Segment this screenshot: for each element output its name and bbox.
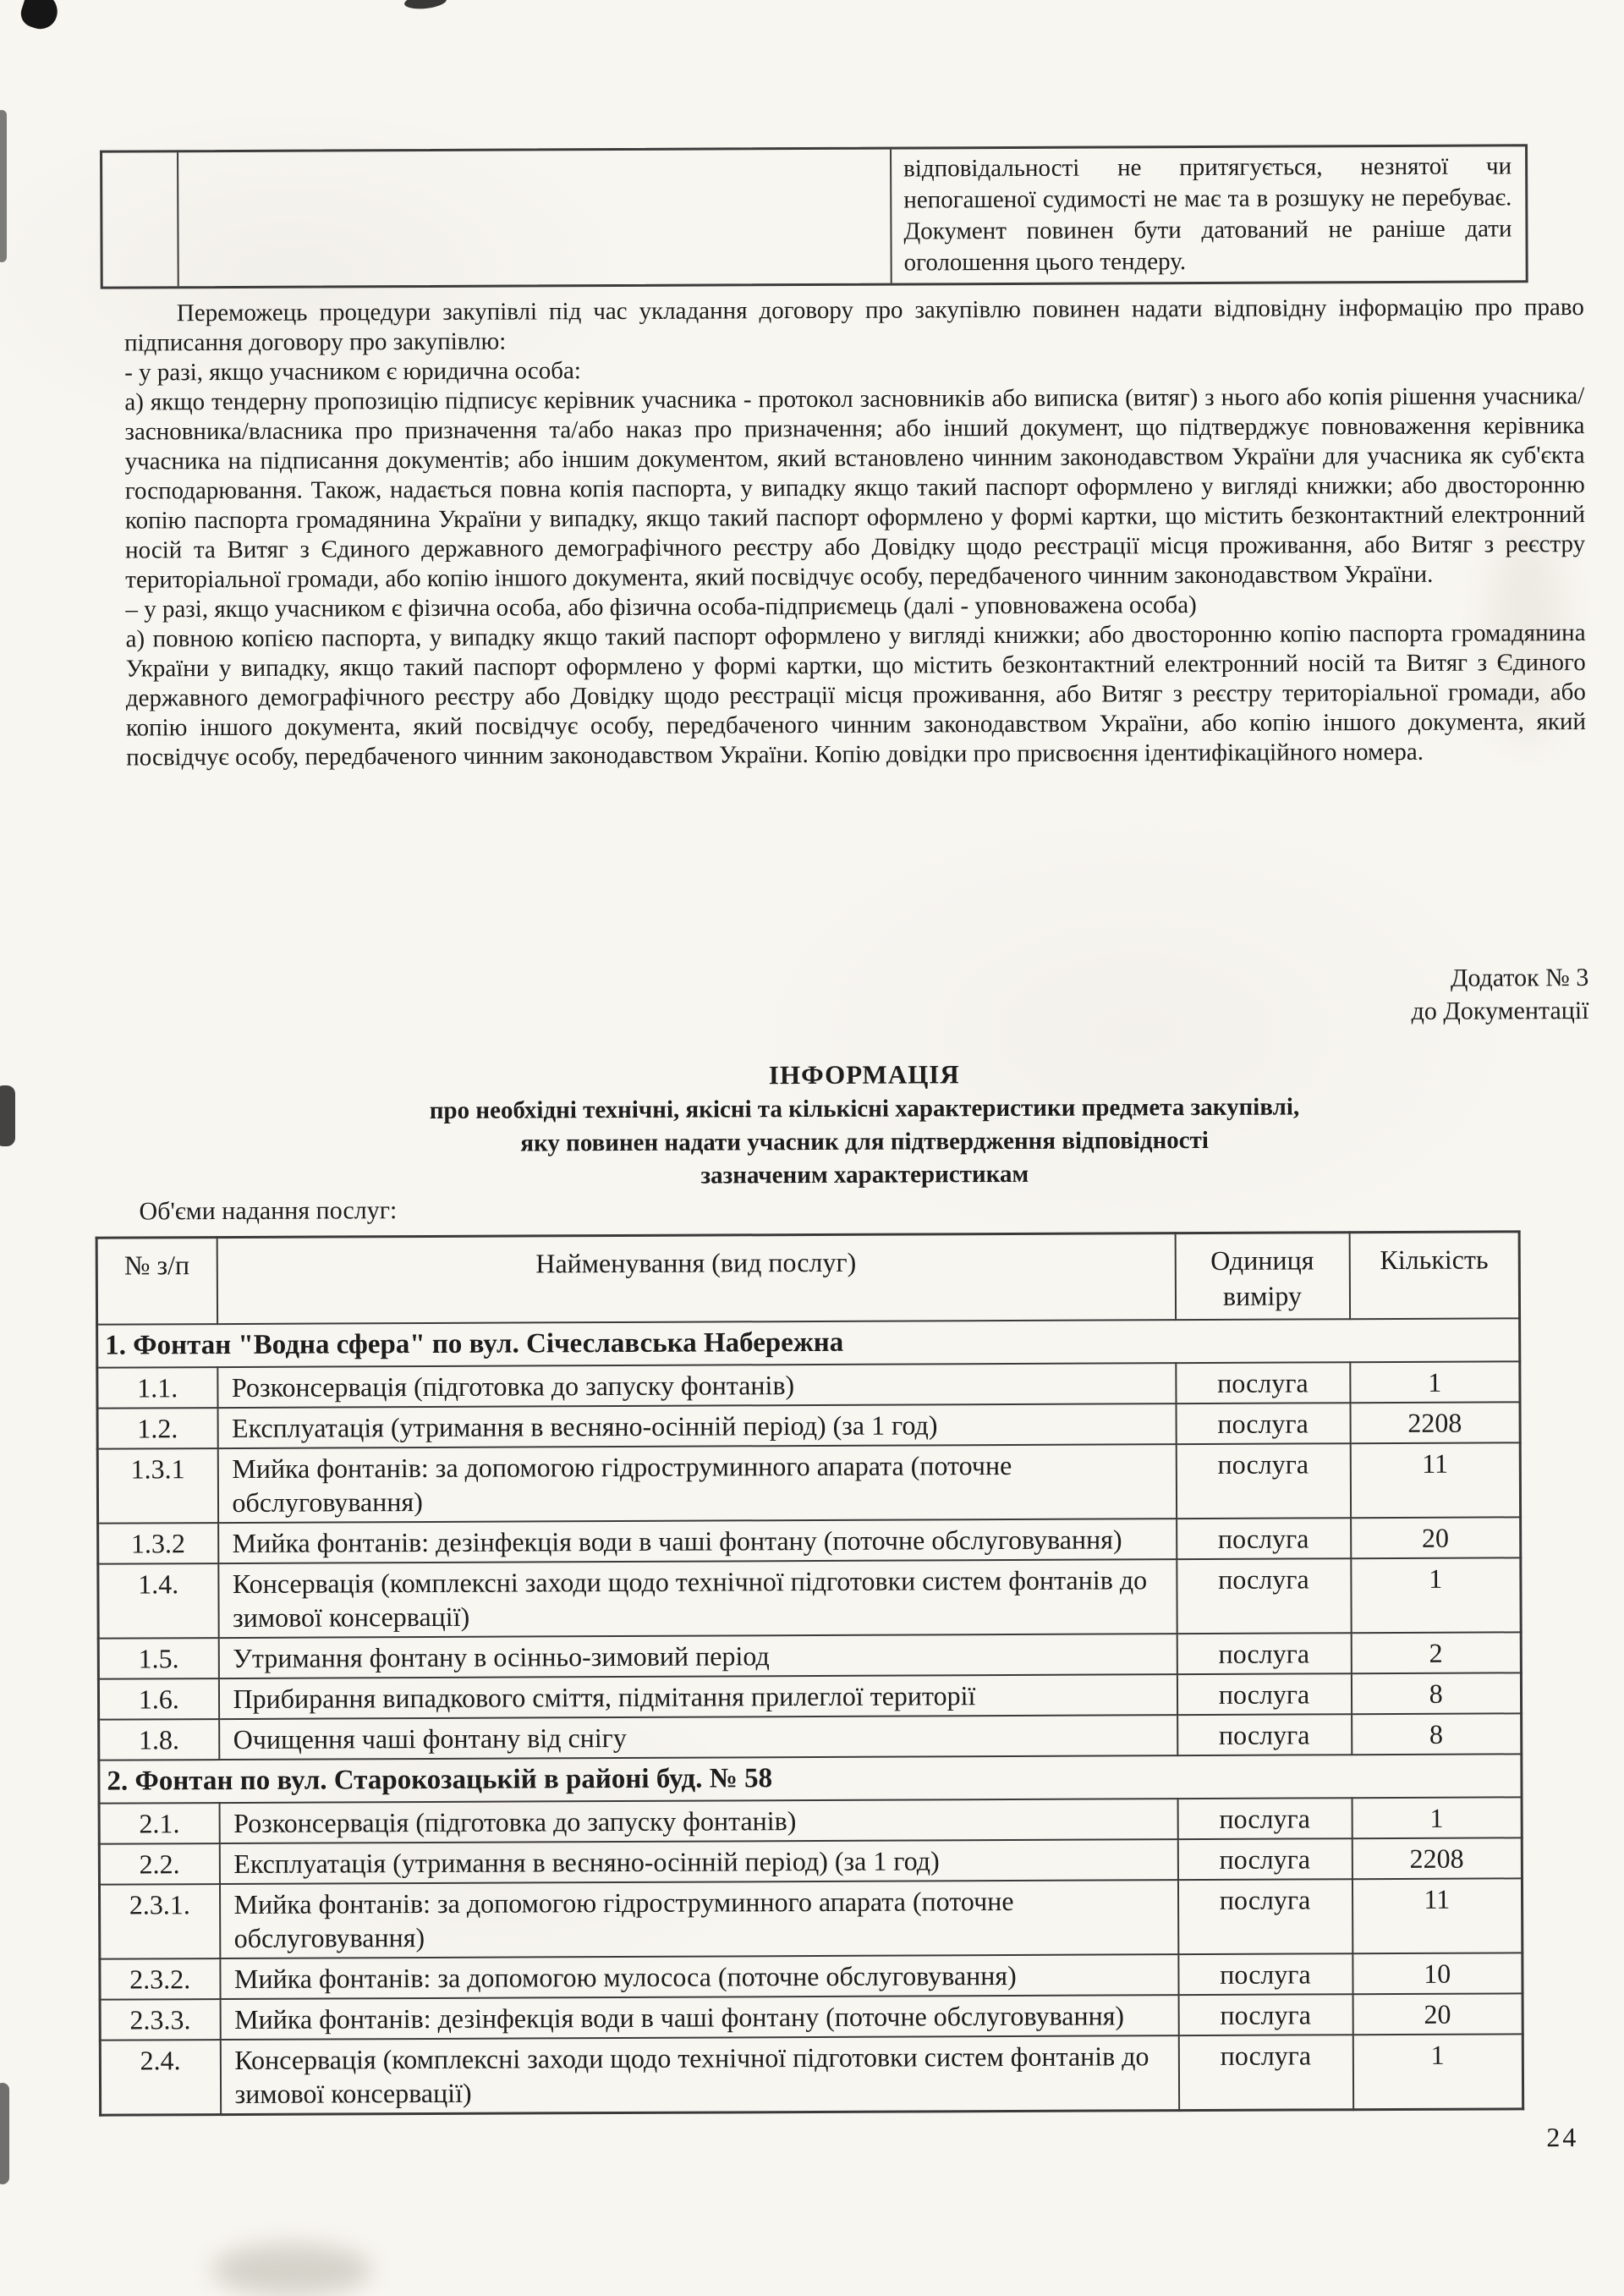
service-name: Прибирання випадкового сміття, підмітання прилеглої території — [218, 1674, 1177, 1719]
annex-to-doc: до Документації — [1411, 996, 1589, 1025]
info-subtitle-2: яку повинен надати учасник для підтвердження відповідності — [520, 1126, 1210, 1157]
quantity: 11 — [1350, 1442, 1520, 1518]
column-header: Найменування (вид послуг) — [217, 1233, 1175, 1324]
unit-of-measure: послуга — [1178, 1994, 1352, 2035]
row-number: 1.5. — [98, 1638, 218, 1679]
info-subtitle-3: зазначеним характеристикам — [700, 1160, 1029, 1189]
unit-of-measure: послуга — [1178, 2035, 1352, 2110]
quantity: 1 — [1351, 1557, 1521, 1633]
quantity: 10 — [1352, 1953, 1522, 1994]
service-name: Консервація (комплексні заходи щодо технічної підготовки систем фонтанів до зимової консервації) — [218, 1559, 1177, 1638]
row-number: 2.4. — [100, 2040, 220, 2115]
row-number: 1.1. — [97, 1367, 217, 1409]
unit-of-measure: послуга — [1176, 1443, 1350, 1519]
table-row — [97, 1361, 1520, 1408]
quantity: 11 — [1352, 1878, 1522, 1953]
table-row — [98, 1673, 1521, 1719]
carryover-requirements-table — [100, 144, 1528, 288]
requirement-continuation-text: відповідальності не притягується, незнятої чи непогашеної судимості не має та в розшуку не перебуває. Документ повинен бути датований не раніше дати оголошення цього тендеру. — [903, 152, 1512, 277]
column-header: № з/п — [96, 1238, 217, 1325]
paragraph-individual-docs: а) повною копією паспорта, у випадку якщо такий паспорт оформлено у вигляді книжки; або двосторонню копію паспорта громадянина України у випадку, якщо такий паспорт оформлено у формі картки, що містить безконтактний електронний носій та Витяг з Єдиного державного демографічного реєстру або Довідку щодо реєстрації місця проживання, або Витяг з реєстру територіальної громади, або копію іншого документа, який посвідчує особу, передбаченого чинним законодавством України, або копію іншого документа, який посвідчує особу, передбаченого чинним законодавством України. Копію довідки про присвоєння ідентифікаційного номера. — [125, 619, 1587, 772]
unit-of-measure: послуга — [1176, 1403, 1350, 1444]
quantity: 2 — [1351, 1632, 1521, 1673]
row-number: 2.3.2. — [100, 1958, 220, 2000]
unit-of-measure: послуга — [1178, 1953, 1352, 1995]
row-number: 1.3.2 — [98, 1523, 218, 1564]
unit-of-measure: послуга — [1177, 1633, 1351, 1674]
service-name: Консервація (комплексні заходи щодо технічної підготовки систем фонтанів до зимової консервації) — [220, 2035, 1178, 2114]
annex-number: Додаток № 3 — [1450, 963, 1589, 992]
table-row — [99, 1713, 1522, 1760]
table-row — [100, 1993, 1522, 2040]
service-name: Розконсервація (підготовка до запуску фонтанів) — [217, 1363, 1176, 1408]
empty-number-cell — [102, 152, 179, 286]
empty-requirement-cell — [178, 150, 892, 287]
table-row — [97, 1442, 1520, 1523]
paragraph-legal-entity-docs: а) якщо тендерну пропозицію підписує керівник учасника - протокол засновників або виписка (витяг) з нього або копія рішення учасника/засновника/власника про призначення та/або наказ про призначення; або інший документ, що підтверджує повноваження керівника учасника на підписання документів; або іншим документом, який встановлено чинним законодавством України для учасника як суб'єкта господарювання. Також, надається повна копія паспорта, у випадку якщо такий паспорт оформлено у вигляді книжки; або двосторонню копію паспорта громадянина України у випадку, якщо такий паспорт оформлено у формі картки, що містить безконтактний електронний носій та Витяг з Єдиного державного демографічного реєстру або Довідку щодо реєстрації місця проживання, або Витяг з реєстру територіальної громади, або копію іншого документа, який посвідчує особу, передбаченого чинним законодавством України. — [124, 382, 1586, 594]
annex-reference — [1411, 961, 1588, 1028]
row-number: 2.3.1. — [99, 1884, 219, 1959]
row-number: 1.2. — [97, 1408, 217, 1449]
column-header: Одиниця виміру — [1175, 1233, 1349, 1320]
info-title: ІНФОРМАЦІЯ — [768, 1059, 960, 1090]
service-name: Мийка фонтанів: дезінфекція води в чаші фонтану (поточне обслуговування) — [220, 1995, 1178, 2040]
service-name: Мийка фонтанів: за допомогою гідроструминного апарата (поточне обслуговування) — [217, 1444, 1176, 1523]
row-number: 2.3.3. — [100, 1999, 220, 2041]
section-title: 2. Фонтан по вул. Старокозацькій в районі буд. № 58 — [99, 1754, 1522, 1803]
table-row — [99, 1797, 1522, 1843]
row-number: 1.6. — [98, 1678, 218, 1720]
table-row — [100, 1953, 1522, 1999]
unit-of-measure: послуга — [1177, 1838, 1352, 1880]
unit-of-measure: послуга — [1177, 1673, 1351, 1715]
service-name: Мийка фонтанів: за допомогою гідроструминного апарата (поточне обслуговування) — [219, 1880, 1177, 1958]
table-row — [99, 1878, 1522, 1958]
quantity: 1 — [1350, 1361, 1520, 1403]
quantity: 2208 — [1352, 1837, 1522, 1879]
quantity: 8 — [1351, 1673, 1521, 1714]
service-name: Експлуатація (утримання в весняно-осінній період) (за 1 год) — [219, 1839, 1177, 1884]
table-row — [98, 1517, 1521, 1563]
page-number: 24 — [1546, 2122, 1579, 2153]
unit-of-measure: послуга — [1177, 1798, 1352, 1839]
unit-of-measure: послуга — [1177, 1879, 1352, 1954]
column-header: Кількість — [1349, 1232, 1519, 1319]
quantity: 20 — [1351, 1517, 1521, 1558]
row-number: 1.8. — [99, 1719, 219, 1760]
section-title: 1. Фонтан "Водна сфера" по вул. Січеславська Набережна — [97, 1318, 1520, 1367]
list-item-individual: – у разі, якщо учасником є фізична особа, або фізична особа-підприємець (далі - уповноважена особа) — [125, 591, 1197, 623]
volumes-label: Об'єми надання послуг: — [139, 1196, 398, 1226]
quantity: 1 — [1352, 2034, 1522, 2109]
service-name: Утримання фонтану в осінньо-зимовий період — [218, 1634, 1177, 1678]
service-name: Мийка фонтанів: дезінфекція води в чаші фонтану (поточне обслуговування) — [218, 1519, 1177, 1563]
table-row — [98, 1557, 1521, 1638]
row-number: 1.3.1 — [97, 1448, 217, 1524]
info-heading — [136, 1054, 1594, 1195]
unit-of-measure: послуга — [1177, 1714, 1352, 1755]
info-subtitle-1: про необхідні технічні, якісні та кількісні характеристики предмета закупівлі, — [429, 1093, 1300, 1124]
list-item-legal-entity: - у разі, якщо учасником є юридична особа: — [124, 357, 581, 387]
table-header-row — [96, 1232, 1519, 1325]
service-name: Експлуатація (утримання в весняно-осінній період) (за 1 год) — [217, 1403, 1176, 1448]
body-text-block — [124, 293, 1586, 773]
quantity: 2208 — [1350, 1402, 1520, 1443]
quantity: 1 — [1352, 1797, 1522, 1838]
row-number: 1.4. — [98, 1563, 218, 1639]
table-row — [97, 1402, 1520, 1448]
table-row — [99, 1837, 1522, 1884]
paragraph-winner-intro: Переможець процедури закупівлі під час укладання договору про закупівлю повинен надати відповідну інформацію про право підписання договору про закупівлю: — [123, 294, 1584, 357]
service-name: Очищення чаші фонтану від снігу — [219, 1715, 1177, 1760]
row-number: 2.1. — [99, 1803, 219, 1844]
section-row — [99, 1754, 1522, 1803]
section-row — [97, 1318, 1520, 1367]
quantity: 20 — [1352, 1993, 1522, 2035]
table-row — [100, 2034, 1522, 2115]
table-row — [98, 1632, 1521, 1678]
service-name: Мийка фонтанів: за допомогою мулососа (поточне обслуговування) — [220, 1954, 1178, 1999]
unit-of-measure: послуга — [1177, 1518, 1351, 1559]
unit-of-measure: послуга — [1176, 1362, 1350, 1403]
services-table — [96, 1230, 1525, 2116]
quantity: 8 — [1352, 1713, 1522, 1755]
row-number: 2.2. — [99, 1843, 219, 1885]
unit-of-measure: послуга — [1177, 1558, 1351, 1634]
service-name: Розконсервація (підготовка до запуску фонтанів) — [219, 1799, 1177, 1843]
